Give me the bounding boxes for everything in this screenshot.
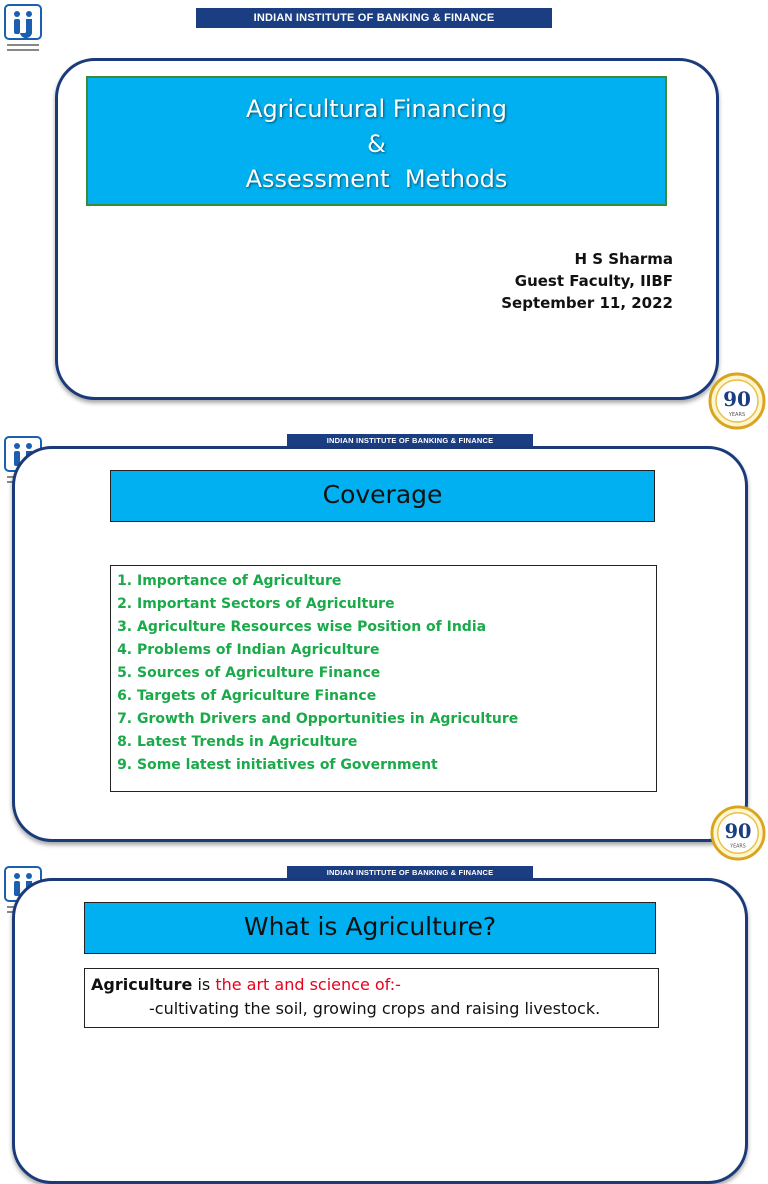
institute-banner: INDIAN INSTITUTE OF BANKING & FINANCE <box>287 434 533 447</box>
list-item: 9. Some latest initiatives of Government <box>137 754 656 777</box>
definition-box <box>84 968 659 1028</box>
coverage-list-box <box>110 565 657 792</box>
iibf-logo <box>4 4 42 56</box>
list-item: 3. Agriculture Resources wise Position of India <box>137 616 656 639</box>
author-block <box>501 248 673 314</box>
slide-1 <box>0 0 768 420</box>
coverage-title: Coverage <box>110 470 655 522</box>
list-item: 5. Sources of Agriculture Finance <box>137 662 656 685</box>
definition-line-2: -cultivating the soil, growing crops and raising livestock. <box>149 999 601 1018</box>
90-years-badge <box>710 805 766 866</box>
list-item: 2. Important Sectors of Agriculture <box>137 593 656 616</box>
list-item: 8. Latest Trends in Agriculture <box>137 731 656 754</box>
list-item: 6. Targets of Agriculture Finance <box>137 685 656 708</box>
institute-banner: INDIAN INSTITUTE OF BANKING & FINANCE <box>196 8 552 28</box>
agriculture-title: What is Agriculture? <box>84 902 656 954</box>
definition-is: is <box>192 975 216 994</box>
list-item: 7. Growth Drivers and Opportunities in Agriculture <box>137 708 656 731</box>
90-years-badge <box>708 372 766 435</box>
title-line-3: Assessment Methods <box>245 165 508 193</box>
badge-caption: YEARS <box>730 844 746 850</box>
badge-caption: YEARS <box>728 412 746 418</box>
slide-title <box>86 76 667 206</box>
title-line-1: Agricultural Financing <box>246 95 507 123</box>
institute-banner: INDIAN INSTITUTE OF BANKING & FINANCE <box>287 866 533 879</box>
definition-term: Agriculture <box>91 975 193 994</box>
list-item: 4. Problems of Indian Agriculture <box>137 639 656 662</box>
definition-line-1 <box>91 973 652 997</box>
definition-highlight: the art and science of:- <box>215 975 401 994</box>
author-role: Guest Faculty, IIBF <box>514 272 673 290</box>
list-item: 1. Importance of Agriculture <box>137 570 656 593</box>
author-name: H S Sharma <box>574 250 673 268</box>
presentation-date: September 11, 2022 <box>501 294 673 312</box>
coverage-list <box>117 570 656 777</box>
badge-number: 90 <box>723 387 751 411</box>
title-line-2: & <box>367 130 386 158</box>
badge-number: 90 <box>724 819 752 843</box>
